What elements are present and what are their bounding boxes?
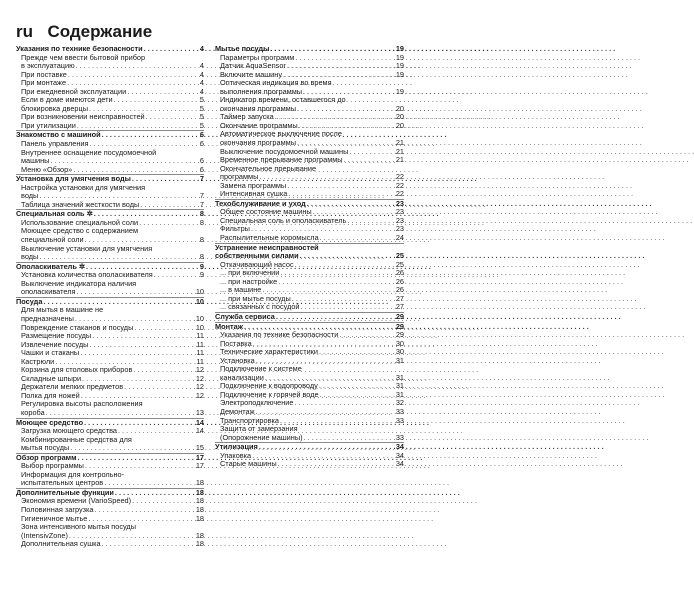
toc-entry-title: Если в доме имеются дети <box>21 95 113 105</box>
leader-dots <box>46 409 195 418</box>
toc-entry-title: Прежде чем ввести бытовой прибор <box>21 52 146 62</box>
toc-page-number: 19 <box>395 44 404 53</box>
toc-page-number: 18 <box>195 504 204 514</box>
toc-entry-title: Специальная соль и ополаскиватель <box>220 215 347 225</box>
toc-entry-title: Фильтры <box>220 224 250 234</box>
toc-page-number: 29 <box>395 330 404 340</box>
toc-entry-title: Подключение к системе <box>220 364 302 374</box>
toc-page-number: 20 <box>395 103 404 113</box>
toc-page-number: 12 <box>195 365 204 375</box>
toc-entry-title: Служба сервиса <box>215 311 275 321</box>
toc-entry-title: Корзина для столовых приборов <box>21 365 133 375</box>
toc-entry-title: Выбор программы <box>21 461 84 471</box>
toc-page-number: 26 <box>395 285 404 295</box>
toc-entry-title: в эксплуатацию <box>21 61 75 71</box>
page-title: Содержание <box>47 22 153 41</box>
language-code: ru <box>16 22 33 41</box>
toc-entry-title: Технические характеристики <box>220 347 318 357</box>
leader-dots <box>288 190 395 199</box>
toc-page-number: 22 <box>395 180 404 190</box>
toc-entry-title: Техобслуживание и уход <box>215 198 306 208</box>
toc-entry-title: Установка <box>220 355 255 365</box>
leader-dots <box>104 479 195 488</box>
toc-entry-title: программы <box>220 172 259 182</box>
toc-entry-title: Для мытья в машине не <box>21 305 104 315</box>
toc-entry-title: Информация для контрольно- <box>21 469 125 479</box>
toc-entry-title: ... при настройке <box>220 276 278 286</box>
toc-entry-title: Гигиеничное мытье <box>21 513 88 523</box>
leader-dots <box>76 288 194 297</box>
toc-page-number: 31 <box>395 355 404 365</box>
toc-entry-title: При возникновении неисправностей <box>21 112 145 122</box>
leader-dots <box>39 253 195 262</box>
toc-page-number: 4 <box>199 69 204 79</box>
toc-entry <box>16 444 204 453</box>
toc-page-number: 23 <box>395 224 404 234</box>
toc-entry-title: Загрузка моющего средства <box>21 426 117 436</box>
toc-page-number: 33 <box>395 432 404 442</box>
toc-entry-title: ... при мытье посуды <box>220 293 291 303</box>
toc-page-number: 6 <box>199 164 204 174</box>
leader-dots <box>278 460 395 469</box>
leader-dots <box>304 434 395 443</box>
toc-page-number: 29 <box>395 321 404 331</box>
toc-entry-title: Специальная соль ✲ <box>16 209 93 219</box>
toc-entry-title: машины <box>21 156 50 166</box>
toc-page-number: 18 <box>195 539 204 549</box>
toc-entry-title: собственными силами <box>215 251 299 261</box>
toc-entry-title: Откачивающий насос <box>220 259 294 269</box>
toc-page-number: 19 <box>395 61 404 71</box>
toc-entry-title: Выключение установки для умягчения <box>21 243 153 253</box>
toc-page-number: 10 <box>195 322 204 332</box>
toc-entry <box>16 253 204 262</box>
toc-entry-title: Дополнительные функции <box>16 487 114 497</box>
toc-page-number: 5 <box>199 95 204 105</box>
toc-entry-title: Ополаскиватель ✲ <box>16 261 86 271</box>
toc-page-number: 18 <box>195 478 204 488</box>
leader-dots <box>140 201 195 210</box>
toc-page-number: 11 <box>196 356 204 366</box>
toc-entry-title: Мытье посуды <box>215 44 270 53</box>
toc-page-number: 20 <box>395 112 404 122</box>
toc-entry-title: Устранение неисправностей <box>215 242 319 252</box>
toc-page-number: 15 <box>195 443 204 453</box>
toc-page-number: 18 <box>195 513 204 523</box>
toc-entry-title: Настройка установки для умягчения <box>21 182 146 192</box>
toc-entry-title: Комбинированные средства для <box>21 434 132 444</box>
toc-entry-title: Таймер запуска <box>220 112 274 122</box>
toc-page-number: 23 <box>395 215 404 225</box>
toc-entry-title: Выключение посудомоечной машины <box>220 146 349 156</box>
toc-entry-title: (Опорожнение машины) <box>220 432 303 442</box>
toc-page-number: 18 <box>195 530 204 540</box>
leader-dots <box>276 313 395 322</box>
toc-entry-title: Складные шпыри <box>21 373 82 383</box>
toc-entry-title: ... при включении <box>220 268 280 278</box>
toc-page-number: 10 <box>195 296 204 306</box>
toc-page-number: 31 <box>395 389 404 399</box>
toc-entry-title: Моющее средство с содержанием <box>21 226 139 236</box>
toc-entry-title: Моющее средство <box>16 417 84 427</box>
toc-entry-title: Поставка <box>220 338 252 348</box>
toc-page-number: 6 <box>199 139 204 149</box>
toc-page-number: 12 <box>195 390 204 400</box>
toc-page-number: 4 <box>199 86 204 96</box>
toc-entry-title: Выключение индикатора наличия <box>21 278 137 288</box>
toc-entry-title: ополаскивателя <box>21 287 76 297</box>
toc-page-number: 27 <box>395 302 404 312</box>
toc-entry-title: Установка для умягчения воды <box>16 174 131 184</box>
toc-entry <box>215 460 404 469</box>
toc-entry-title: короба <box>21 407 45 417</box>
toc-entry-title: Таблица значений жесткости воды <box>21 199 140 209</box>
toc-page-number: 19 <box>395 69 404 79</box>
toc-entry <box>215 190 404 199</box>
toc-page-number: 5 <box>199 120 204 130</box>
toc-entry-title: Повреждение стаканов и посуды <box>21 322 134 332</box>
toc-entry-title: Монтаж <box>215 321 243 331</box>
toc-entry-title: Параметры программ <box>220 52 295 62</box>
toc-entry-title: специальной соли <box>21 235 84 245</box>
toc-entry-title: Размещение посуды <box>21 331 92 341</box>
toc-page-number: 29 <box>395 311 404 321</box>
toc-entry <box>16 540 204 549</box>
toc-page-number: 34 <box>395 442 404 452</box>
toc-page-number: 24 <box>395 233 404 243</box>
toc-entry <box>16 288 204 297</box>
toc-page-number: 8 <box>199 209 204 219</box>
toc-entry-title: Оптическая индикация во время <box>220 78 332 88</box>
toc-page-number: 30 <box>395 338 404 348</box>
toc-entry-title: При поставке <box>21 69 67 79</box>
toc-page-number: 8 <box>199 235 204 245</box>
toc-page-number: 34 <box>395 459 404 469</box>
toc-entry-title: выполнения программы <box>220 86 303 96</box>
leader-dots <box>77 122 195 131</box>
toc-page-number: 9 <box>199 261 204 271</box>
toc-page-number: 7 <box>199 199 204 209</box>
toc-entry-title: При ежедневной эксплуатации <box>21 86 127 96</box>
toc-page-number: 5 <box>199 103 204 113</box>
toc-page-number: 30 <box>395 347 404 357</box>
toc-page-number: 27 <box>395 293 404 303</box>
toc-entry-title: Посуда <box>16 296 43 306</box>
toc-entry-title: воды <box>21 191 39 201</box>
toc-entry-title: блокировка дверцы <box>21 103 88 113</box>
toc-entry-title: Утилизация <box>215 442 258 452</box>
toc-entry-title: Датчик AquaSensor <box>220 61 286 71</box>
toc-page-number: 14 <box>195 417 204 427</box>
toc-entry-title: Использование специальной соли <box>21 217 139 227</box>
toc-entry-title: окончания программы <box>220 103 296 113</box>
toc-entry-title: Дополнительная сушка <box>21 539 101 549</box>
toc-entry <box>16 122 204 131</box>
leader-dots <box>154 271 195 280</box>
toc-entry-title: испытательных центров <box>21 478 104 488</box>
toc-page-number: 23 <box>395 198 404 208</box>
toc-column-left <box>16 45 204 549</box>
toc-page-number: 4 <box>199 78 204 88</box>
leader-dots <box>301 303 395 312</box>
toc-page-number: 18 <box>195 496 204 506</box>
toc-page-number: 26 <box>395 268 404 278</box>
toc-entry-title: мытья посуды <box>21 443 70 453</box>
toc-entry-title: Кастрюли <box>21 356 55 366</box>
toc-entry-title: Старые машины <box>220 459 277 469</box>
toc-page-number: 14 <box>195 426 204 436</box>
toc-entry-title: Электроподключение <box>220 398 294 408</box>
toc-entry-title: Экономия времени (VarioSpeed) <box>21 496 132 506</box>
toc-column-right <box>215 45 404 469</box>
toc-entry-title: ... в машине <box>220 285 262 295</box>
toc-entry-title: Замена программы <box>220 180 287 190</box>
toc-entry <box>215 434 404 443</box>
leader-dots <box>139 219 195 228</box>
toc-page-number: 23 <box>395 207 404 217</box>
toc-entry-title: Регулировка высоты расположения <box>21 399 143 409</box>
toc-page-number: 18 <box>195 487 204 497</box>
toc-entry-title: Указания по технике безопасности <box>220 330 339 340</box>
toc-page-number: 4 <box>199 44 204 53</box>
toc-entry-title: Половинная загрузка <box>21 504 94 514</box>
toc-entry-title: ... связанных с посудой <box>220 302 300 312</box>
toc-page-number: 10 <box>195 287 204 297</box>
toc-entry-title: Защита от замерзания <box>220 424 298 434</box>
toc-entry <box>16 409 204 418</box>
toc-page-number: 21 <box>395 155 404 165</box>
toc-entry-title: Подключение к горячей воде <box>220 389 319 399</box>
toc-entry-title: Подключение к водопроводу <box>220 381 318 391</box>
toc-page-number: 33 <box>395 415 404 425</box>
toc-page-number: 22 <box>395 172 404 182</box>
toc-page-number: 5 <box>199 112 204 122</box>
toc-entry-title: Транспортировка <box>220 415 279 425</box>
toc-page-number: 4 <box>199 61 204 71</box>
toc-page-number: 26 <box>395 276 404 286</box>
toc-entry-title: Распылительные коромысла <box>220 233 319 243</box>
leader-dots <box>344 156 395 165</box>
toc-entry-title: Окончание программы <box>220 120 298 130</box>
leader-dots <box>144 45 195 54</box>
toc-entry-title: Извлечение посуды <box>21 339 89 349</box>
toc-page-number: 17 <box>195 452 204 462</box>
toc-page-number: 32 <box>395 398 404 408</box>
toc-page-number: 6 <box>199 156 204 166</box>
toc-entry-title: При монтаже <box>21 78 67 88</box>
toc-page-number: 11 <box>196 348 204 358</box>
toc-entry-title: Демонтаж <box>220 406 255 416</box>
toc-entry-title: Меню «Обзор» <box>21 164 73 174</box>
toc-entry-title: Внутреннее оснащение посудомоечной <box>21 147 157 157</box>
toc-entry-title: Панель управления <box>21 139 89 149</box>
toc-page-number: 21 <box>395 138 404 148</box>
toc-entry-title: Включите машину <box>220 69 283 79</box>
toc-entry-title: Интенсивная сушка <box>220 189 288 199</box>
toc-entry-title: Указания по технике безопасности <box>16 44 143 53</box>
toc-entry-title: Зона интенсивного мытья посуды <box>21 522 136 532</box>
toc-entry-title: Упаковка <box>220 450 252 460</box>
toc-entry-title: канализации <box>220 372 264 382</box>
toc-page-number: 11 <box>196 339 204 349</box>
toc-page-number: 31 <box>395 381 404 391</box>
toc-page-number: 12 <box>195 382 204 392</box>
toc-entry <box>16 201 204 210</box>
toc-entry-title: окончания программы <box>220 138 296 148</box>
toc-section-heading <box>215 312 404 322</box>
leader-dots <box>70 444 195 453</box>
toc-entry-title: Индикатор времени, оставшегося до <box>220 95 346 105</box>
toc-page-number: 33 <box>395 406 404 416</box>
toc-page-number: 20 <box>395 120 404 130</box>
toc-page-number: 34 <box>395 450 404 460</box>
toc-page-number: 7 <box>199 191 204 201</box>
toc-entry-title: Полка для ножей <box>21 390 80 400</box>
toc-entry-title: Чашки и стаканы <box>21 348 80 358</box>
toc-entry-title: Держатели мелких предметов <box>21 382 124 392</box>
toc-page-number: 19 <box>395 86 404 96</box>
toc-entry <box>16 479 204 488</box>
toc-page-number: 12 <box>195 373 204 383</box>
toc-page-number: 17 <box>195 461 204 471</box>
toc-entry-title: воды <box>21 252 39 262</box>
leader-dots <box>102 540 195 549</box>
toc-entry-title: Временное прерывание программы <box>220 155 343 165</box>
toc-page-number: 9 <box>199 270 204 280</box>
toc-page-number: 13 <box>195 407 204 417</box>
toc-entry-title: (IntensivZone) <box>21 530 68 540</box>
toc-page-number: 22 <box>395 189 404 199</box>
toc-page-number: 19 <box>395 52 404 62</box>
toc-entry <box>215 234 404 243</box>
toc-page-number: 21 <box>395 146 404 156</box>
toc-entry-title: предназначены <box>21 313 74 323</box>
page-header <box>16 22 152 42</box>
toc-entry-title: Общее состояние машины <box>220 207 312 217</box>
toc-page-number: 31 <box>395 372 404 382</box>
toc-entry-title: Окончательное прерывание <box>220 163 317 173</box>
toc-page-number: 11 <box>196 331 204 341</box>
toc-page-number: 8 <box>199 217 204 227</box>
toc-entry-title: Обзор программ <box>16 452 77 462</box>
toc-entry-title: Автоматическое выключение после <box>220 129 342 139</box>
toc-page-number: 8 <box>199 252 204 262</box>
leader-dots <box>320 234 395 243</box>
toc-entry-title: Знакомство с машиной <box>16 130 101 140</box>
toc-entry <box>16 166 204 175</box>
toc-entry <box>215 303 404 312</box>
toc-page-number: 6 <box>199 130 204 140</box>
toc-page-number: 25 <box>395 259 404 269</box>
toc-entry-title: Установка количества ополаскивателя <box>21 270 153 280</box>
toc-page-number: 25 <box>395 251 404 261</box>
leader-dots <box>73 166 195 175</box>
toc-entry-title: При утилизации <box>21 120 76 130</box>
toc-page-number: 10 <box>195 313 204 323</box>
toc-page-number: 7 <box>199 174 204 184</box>
